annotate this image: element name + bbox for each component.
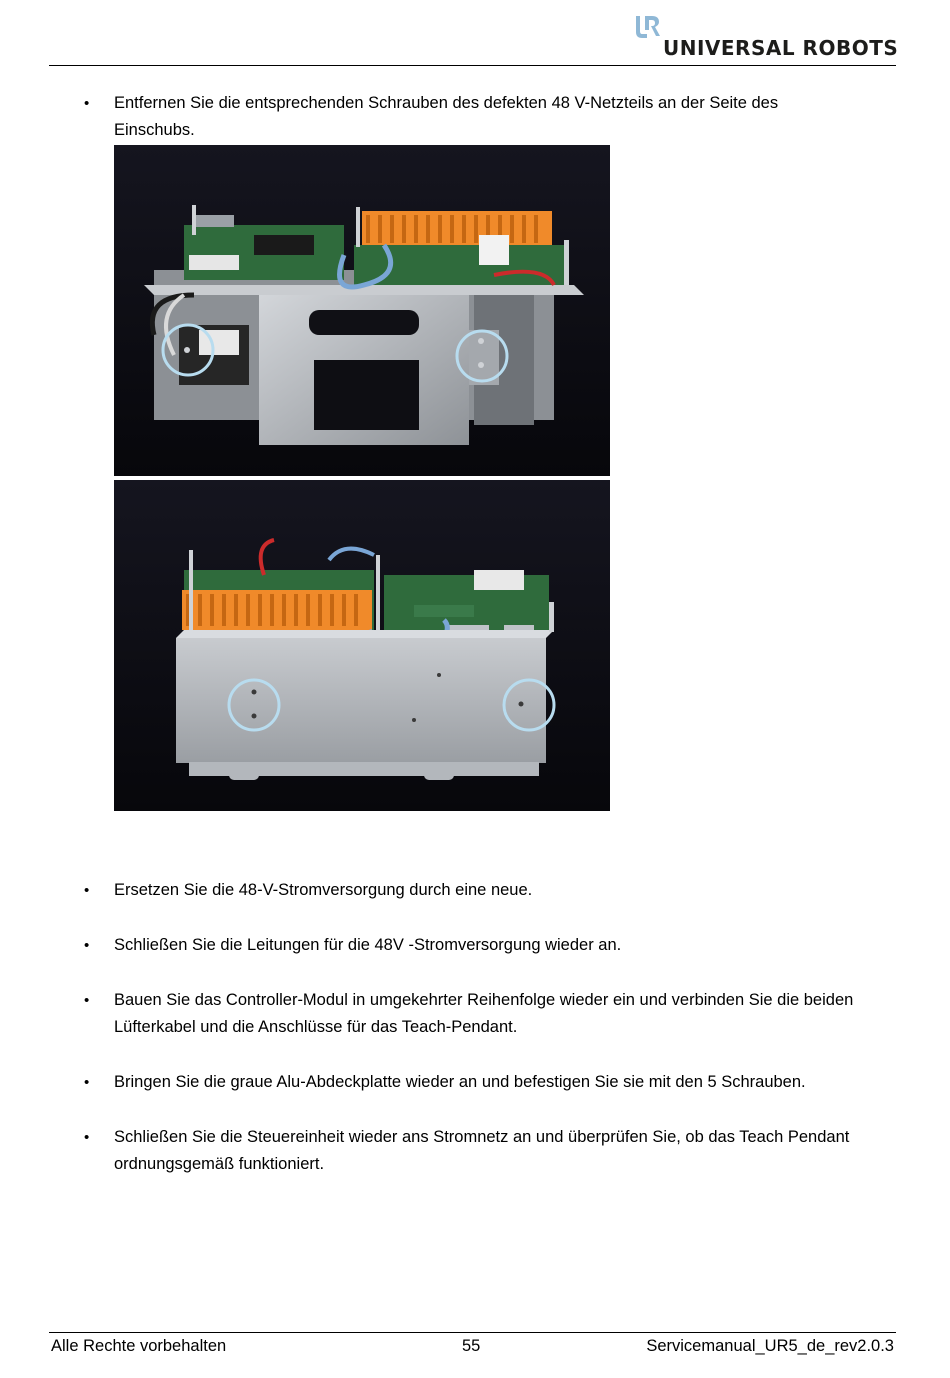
bullet-icon: • [84,95,90,112]
photo-psu-side-screws [114,145,610,476]
page-number: 55 [462,1337,481,1355]
step-replace-psu: Ersetzen Sie die 48-V-Stromversorgung durch eine neue. [114,881,533,899]
photo-psu-front-screws [114,480,610,811]
bullet-icon: • [84,992,90,1009]
bullet-icon: • [84,1129,90,1146]
bullet-icon: • [84,882,90,899]
step-reconnect-power: Schließen Sie die Steuereinheit wieder ans Stromnetz an und überprüfen Sie, ob das Teach Pendant ordnungsgemäß funktioniert. [114,1128,850,1173]
step-reconnect-cables: Schließen Sie die Leitungen für die 48V -Stromversorgung wieder an. [114,936,622,954]
footer-divider [49,1332,896,1333]
brand-logo-text: UNIVERSAL ROBOTS [663,36,899,60]
page-header [0,0,950,70]
ur-logo-icon [633,14,661,42]
step-attach-cover: Bringen Sie die graue Alu-Abdeckplatte wieder an und befestigen Sie sie mit den 5 Schrauben. [114,1073,806,1091]
step-reinstall-module: Bauen Sie das Controller-Modul in umgekehrter Reihenfolge wieder ein und verbinden Sie die beiden Lüfterkabel und die Anschlüsse für das Teach-Pendant. [114,991,854,1036]
header-divider [49,65,896,66]
footer-document-id: Servicemanual_UR5_de_rev2.0.3 [646,1337,894,1355]
step-remove-screws: Entfernen Sie die entsprechenden Schrauben des defekten 48 V-Netzteils an der Seite des Einschubs. [114,94,779,139]
bullet-icon: • [84,937,90,954]
bullet-icon: • [84,1074,90,1091]
footer-rights: Alle Rechte vorbehalten [51,1337,227,1355]
